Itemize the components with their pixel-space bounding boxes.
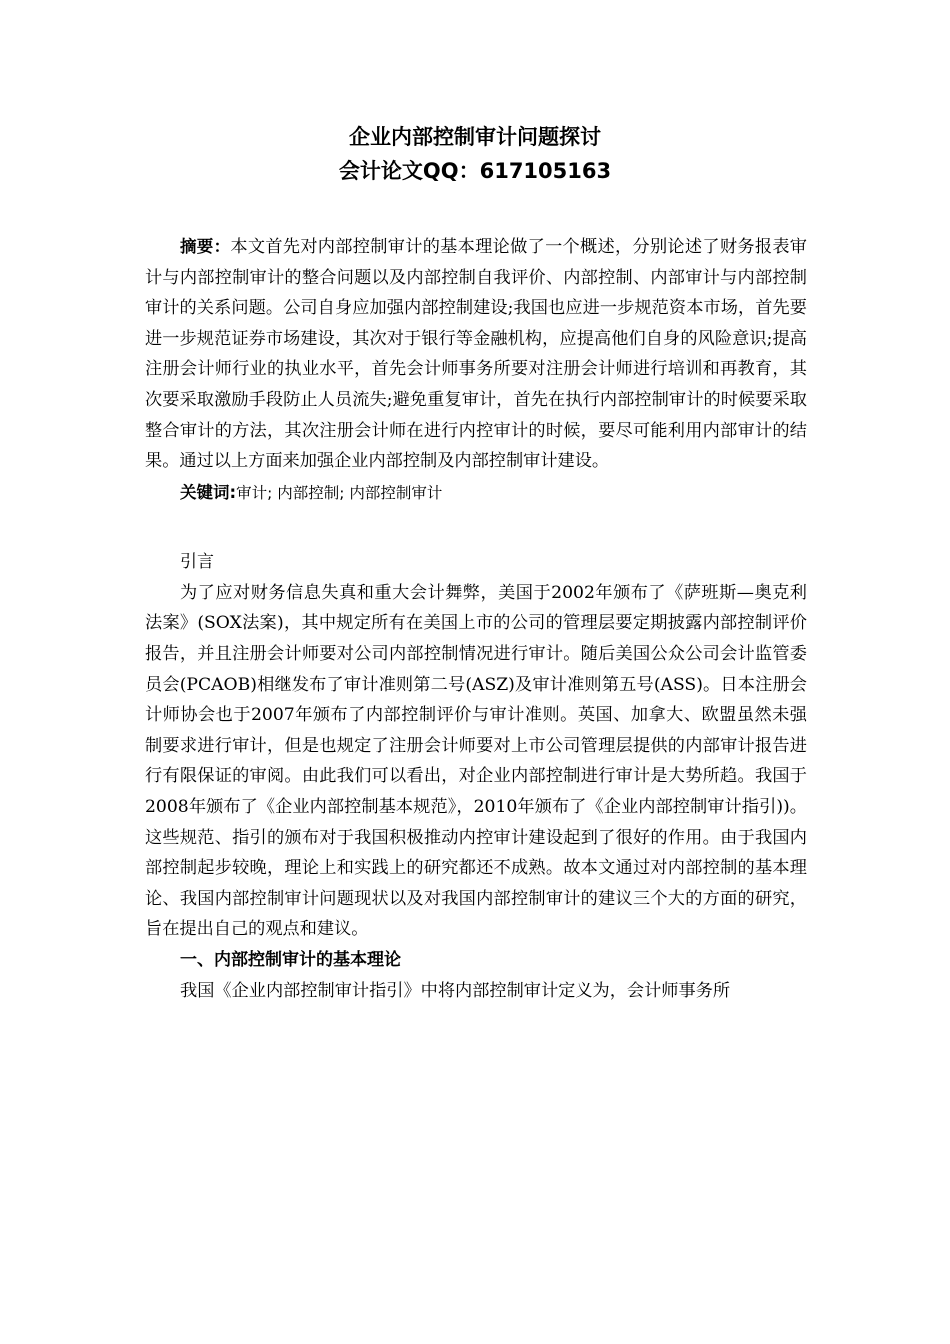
intro-paragraph: 为了应对财务信息失真和重大会计舞弊，美国于2002年颁布了《萨班斯—奥克利法案》(SOX法案)，其中规定所有在美国上市的公司的管理层要定期披露内部控制评价报告，并且注册会计师要对公司内部控制情况进行审计。随后美国公众公司会计监管委员会(PCAOB)相继发布了审计准则第二号(ASZ)及审计准则第五号(ASS)。日本注册会计师协会也于2007年颁布了内部控制评价与审计准则。英国、加拿大、欧盟虽然未强制要求进行审计，但是也规定了注册会计师要对上市公司管理层提供的内部审计报告进行有限保证的审阅。由此我们可以看出，对企业内部控制进行审计是大势所趋。我国于2008年颁布了《企业内部控制基本规范》，2010年颁布了《企业内部控制审计指引))。这些规范、指引的颁布对于我国积极推动内控审计建设起到了很好的作用。由于我国内部控制起步较晚，理论上和实践上的研究都还不成熟。故本文通过对内部控制的基本理论、我国内部控制审计问题现状以及对我国内部控制审计的建议三个大的方面的研究，旨在提出自己的观点和建议。 bbox=[145, 582, 807, 940]
section-heading: 一、内部控制审计的基本理论 bbox=[180, 949, 401, 970]
section-paragraph: 我国《企业内部控制审计指引》中将内部控制审计定义为，会计师事务所 bbox=[180, 980, 731, 1001]
keywords-line bbox=[145, 477, 807, 509]
document-title: 企业内部控制审计问题探讨 bbox=[349, 125, 601, 149]
abstract-label: 摘要： bbox=[180, 237, 231, 256]
document-subtitle: 会计论文QQ：617105163 bbox=[338, 159, 612, 183]
abstract-paragraph bbox=[145, 232, 807, 477]
intro-heading: 引言 bbox=[180, 551, 214, 572]
title-block bbox=[0, 120, 950, 188]
keywords-label: 关键词: bbox=[180, 482, 237, 502]
keywords-text: 审计; 内部控制; 内部控制审计 bbox=[236, 483, 443, 502]
abstract-text: 本文首先对内部控制审计的基本理论做了一个概述，分别论述了财务报表审计与内部控制审计的整合问题以及内部控制自我评价、内部控制、内部审计与内部控制审计的关系问题。公司自身应加强内部控制建设;我国也应进一步规范资本市场，首先要进一步规范证券市场建设，其次对于银行等金融机构，应提高他们自身的风险意识;提高注册会计师行业的执业水平，首先会计师事务所要对注册会计师进行培训和再教育，其次要采取激励手段防止人员流失;避免重复审计，首先在执行内部控制审计的时候要采取整合审计的方法，其次注册会计师在进行内控审计的时候，要尽可能利用内部审计的结果。通过以上方面来加强企业内部控制及内部控制审计建设。 bbox=[145, 237, 807, 472]
document-body bbox=[145, 232, 807, 1006]
